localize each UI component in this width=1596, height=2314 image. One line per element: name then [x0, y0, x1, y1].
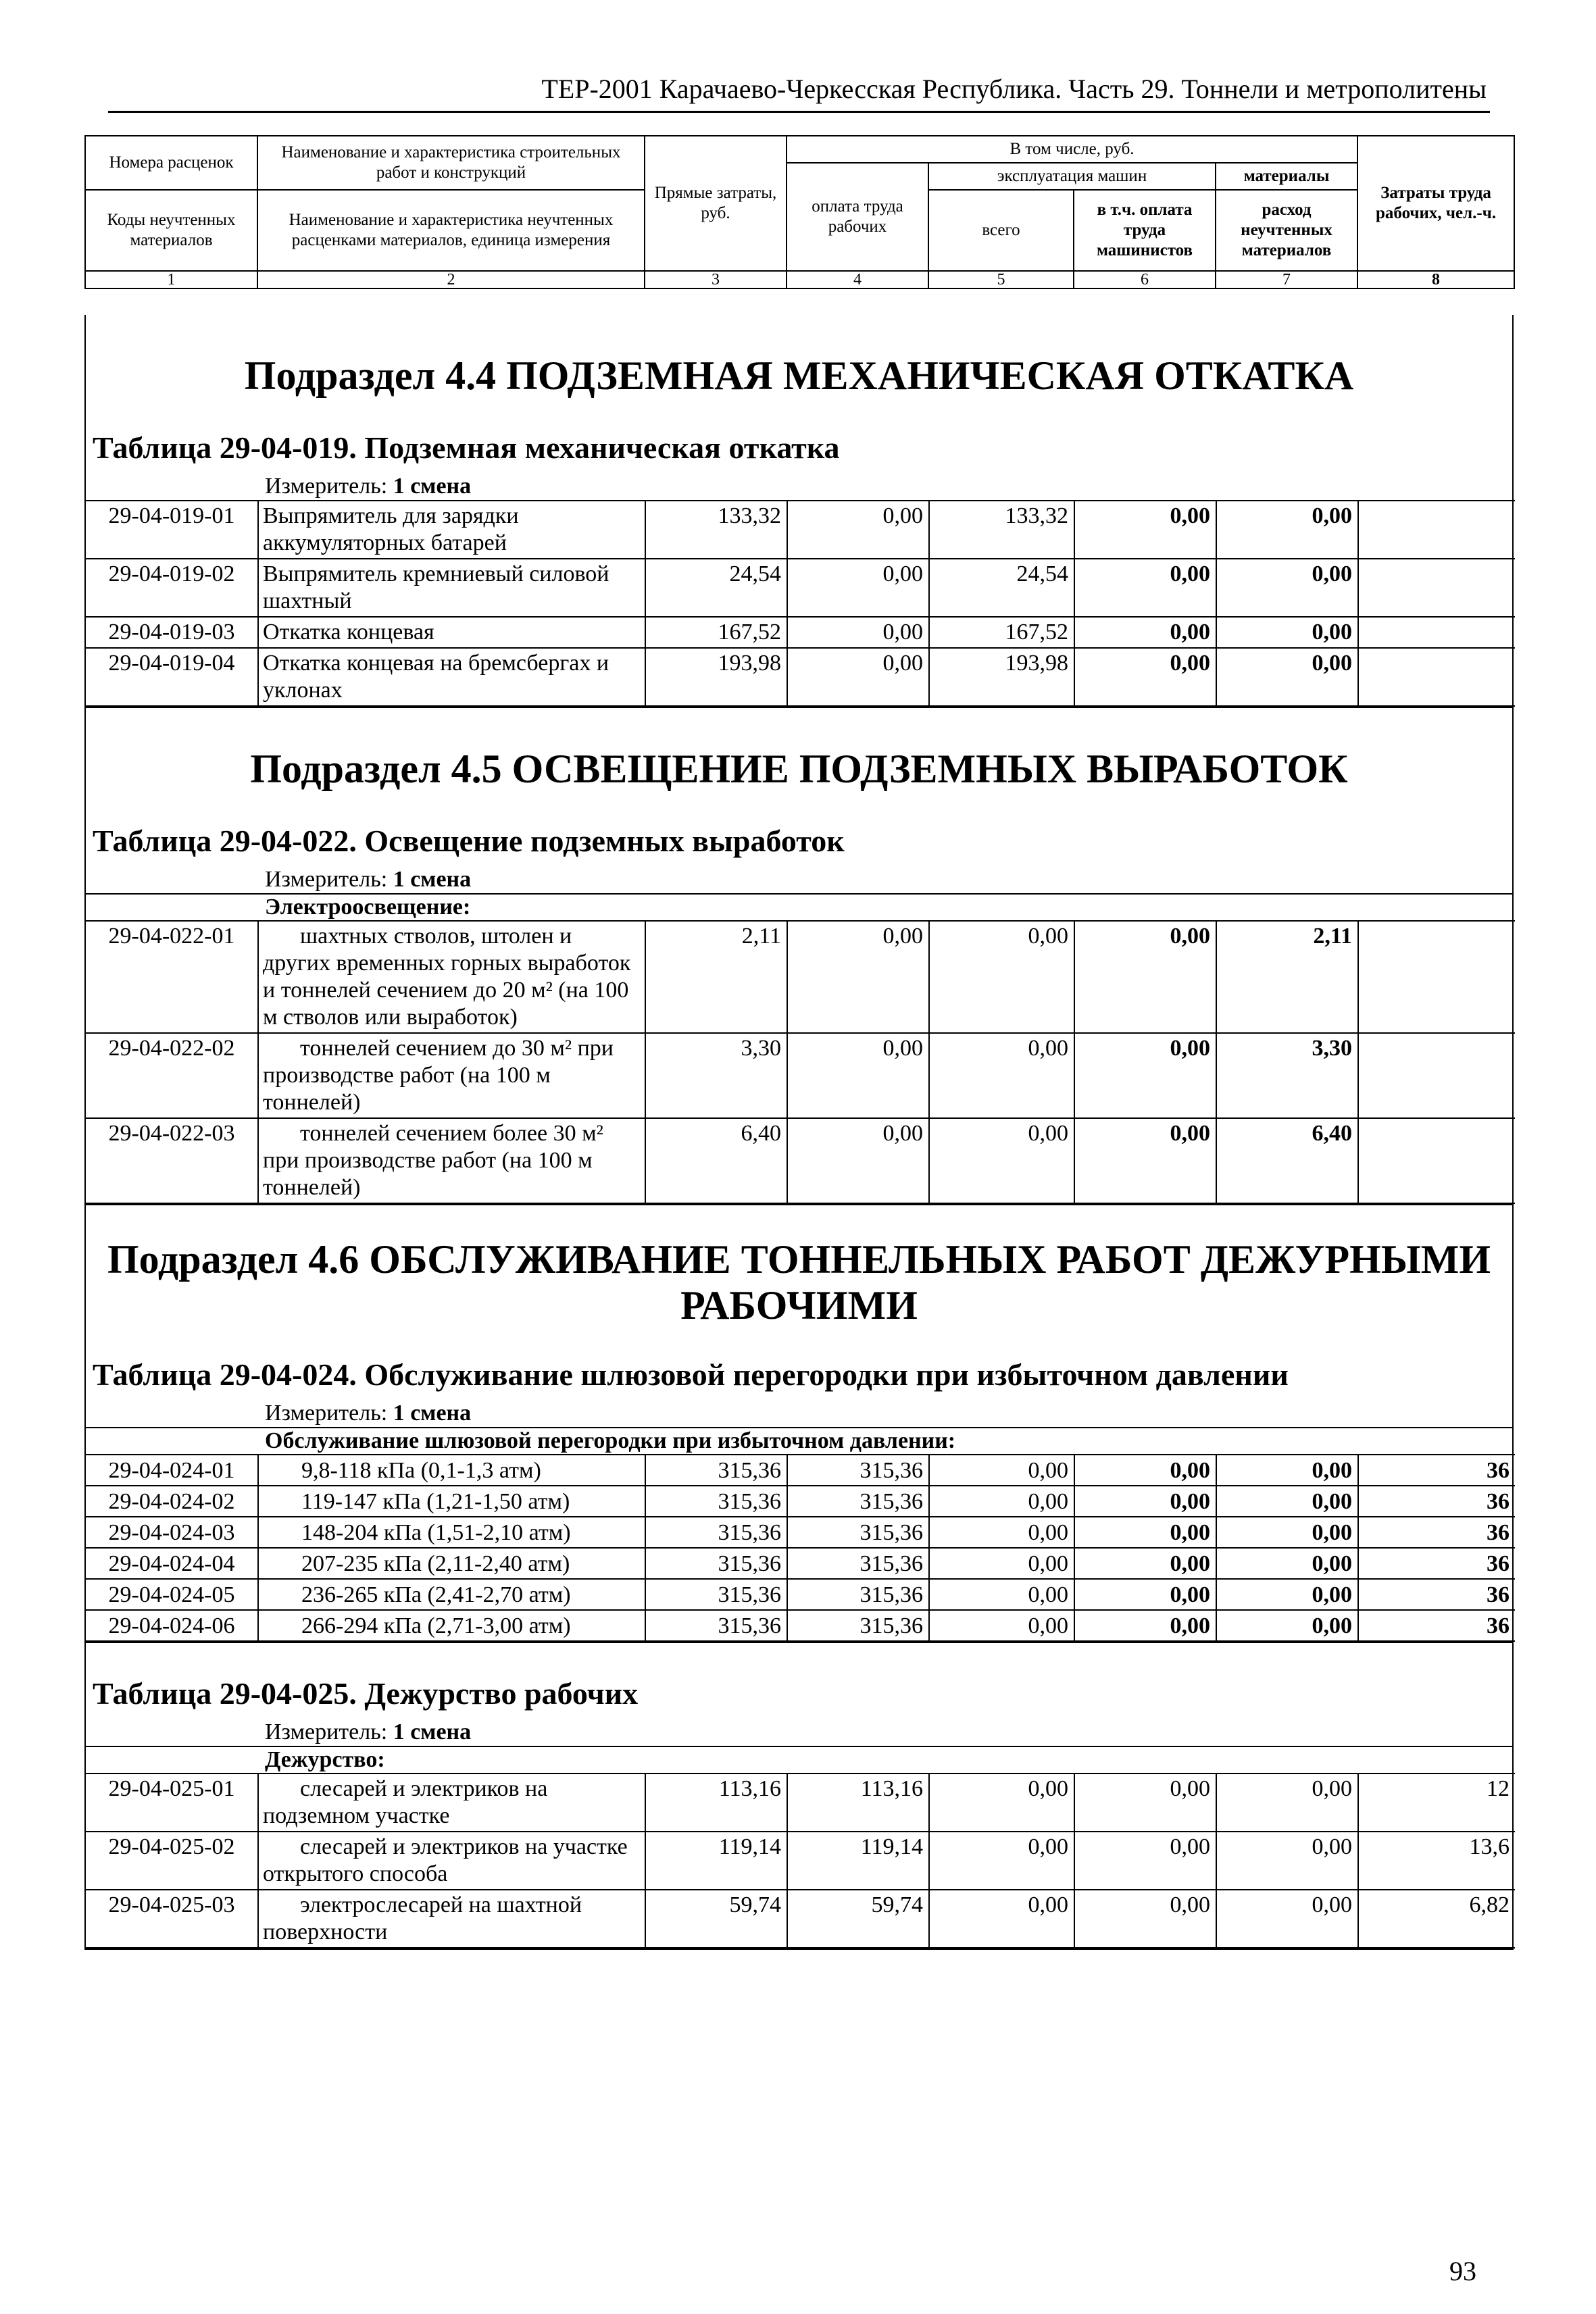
- table-title: Таблица 29-04-024. Обслуживание шлюзовой перегородки при избыточном давлении: [93, 1357, 1289, 1392]
- table-row: [86, 1832, 1515, 1890]
- group-heading: Электроосвещение:: [86, 893, 1512, 920]
- wages: 0,00: [787, 1118, 929, 1203]
- table-row: [86, 921, 1515, 1033]
- wages: 113,16: [787, 1774, 929, 1832]
- direct-costs: 315,36: [645, 1610, 787, 1641]
- col-number: 3: [645, 271, 787, 288]
- table-row: [86, 1774, 1515, 1832]
- labor-costs: [1358, 1118, 1515, 1203]
- col-number: 2: [257, 271, 645, 288]
- wages: 0,00: [787, 921, 929, 1033]
- materials: 0,00: [1216, 1774, 1358, 1832]
- table-row: [86, 1890, 1515, 1948]
- machines-total: 0,00: [929, 1033, 1074, 1118]
- machines-total: 0,00: [929, 1610, 1074, 1641]
- direct-costs: 167,52: [645, 617, 787, 648]
- table-row: [86, 1033, 1515, 1118]
- machines-total: 133,32: [929, 501, 1074, 559]
- subsection-title: Подраздел 4.6 ОБСЛУЖИВАНИЕ ТОННЕЛЬНЫХ РАБОТ ДЕЖУРНЫМИ РАБОЧИМИ: [86, 1204, 1512, 1349]
- labor-costs: 36: [1358, 1455, 1515, 1486]
- hdr-rate-numbers: Номера расценок: [85, 136, 257, 190]
- table-row: [86, 1579, 1515, 1610]
- materials: 0,00: [1216, 1832, 1358, 1890]
- measure-value: 1 смена: [393, 867, 472, 892]
- main-content: [84, 315, 1514, 1950]
- materials: 2,11: [1216, 921, 1358, 1033]
- labor-costs: 36: [1358, 1579, 1515, 1610]
- measure-value: 1 смена: [393, 1719, 472, 1744]
- hdr-machines: эксплуатация машин: [928, 163, 1216, 190]
- machines-total: 0,00: [929, 1118, 1074, 1203]
- materials: 0,00: [1216, 648, 1358, 706]
- table-title: Таблица 29-04-022. Освещение подземных выработок: [93, 824, 845, 858]
- rate-code: 29-04-022-02: [86, 1033, 258, 1118]
- materials: 0,00: [1216, 1486, 1358, 1517]
- table-row: [86, 1610, 1515, 1641]
- col-number: 6: [1074, 271, 1216, 288]
- col-number: 4: [787, 271, 928, 288]
- materials: 0,00: [1216, 1610, 1358, 1641]
- work-name: 148-204 кПа (1,51-2,10 атм): [258, 1517, 645, 1548]
- hdr-wages: оплата труда рабочих: [787, 163, 928, 271]
- rate-code: 29-04-024-05: [86, 1579, 258, 1610]
- page-header: ТЕР-2001 Карачаево-Черкесская Республика. Часть 29. Тоннели и метрополитены: [541, 74, 1487, 104]
- work-name: слесарей и электриков на участке открытого способа: [258, 1832, 645, 1890]
- wages: 0,00: [787, 501, 929, 559]
- rate-code: 29-04-022-01: [86, 921, 258, 1033]
- col-number: 7: [1216, 271, 1357, 288]
- labor-costs: [1358, 617, 1515, 648]
- materials: 0,00: [1216, 1455, 1358, 1486]
- machinist-wages: 0,00: [1074, 1455, 1216, 1486]
- rate-code: 29-04-025-02: [86, 1832, 258, 1890]
- table-row: [86, 1455, 1515, 1486]
- machines-total: 0,00: [929, 1548, 1074, 1579]
- work-name: 236-265 кПа (2,41-2,70 атм): [258, 1579, 645, 1610]
- machines-total: 193,98: [929, 648, 1074, 706]
- hdr-material-consumption: расход неучтенных материалов: [1216, 190, 1357, 271]
- materials: 0,00: [1216, 1548, 1358, 1579]
- rate-code: 29-04-025-01: [86, 1774, 258, 1832]
- rate-code: 29-04-024-02: [86, 1486, 258, 1517]
- subsection-title: Подраздел 4.5 ОСВЕЩЕНИЕ ПОДЗЕМНЫХ ВЫРАБОТОК: [86, 707, 1512, 815]
- machines-total: 0,00: [929, 1890, 1074, 1948]
- work-name: тоннелей сечением до 30 м² при производстве работ (на 100 м тоннелей): [258, 1033, 645, 1118]
- direct-costs: 133,32: [645, 501, 787, 559]
- table-row: [86, 648, 1515, 706]
- labor-costs: 12: [1358, 1774, 1515, 1832]
- table-row: [86, 1486, 1515, 1517]
- rates-table: [86, 920, 1515, 1204]
- rates-table: [86, 500, 1515, 707]
- hdr-material-name: Наименование и характеристика неучтенных расценками материалов, единица измерения: [257, 190, 645, 271]
- hdr-machinist-wages: в т.ч. оплата труда машинистов: [1074, 190, 1216, 271]
- work-name: Выпрямитель кремниевый силовой шахтный: [258, 559, 645, 617]
- column-header-table: [84, 135, 1515, 289]
- machinist-wages: 0,00: [1074, 1579, 1216, 1610]
- work-name: 9,8-118 кПа (0,1-1,3 атм): [258, 1455, 645, 1486]
- machinist-wages: 0,00: [1074, 1610, 1216, 1641]
- machinist-wages: 0,00: [1074, 1486, 1216, 1517]
- wages: 0,00: [787, 559, 929, 617]
- labor-costs: [1358, 921, 1515, 1033]
- labor-costs: 36: [1358, 1548, 1515, 1579]
- machinist-wages: 0,00: [1074, 1033, 1216, 1118]
- col-number: 8: [1357, 271, 1514, 288]
- materials: 6,40: [1216, 1118, 1358, 1203]
- col-number: 1: [85, 271, 257, 288]
- labor-costs: 36: [1358, 1610, 1515, 1641]
- measure-line: [86, 866, 1512, 893]
- work-name: электрослесарей на шахтной поверхности: [258, 1890, 645, 1948]
- materials: 3,30: [1216, 1033, 1358, 1118]
- labor-costs: 36: [1358, 1517, 1515, 1548]
- work-name: слесарей и электриков на подземном участке: [258, 1774, 645, 1832]
- machines-total: 0,00: [929, 1517, 1074, 1548]
- direct-costs: 315,36: [645, 1579, 787, 1610]
- machinist-wages: 0,00: [1074, 559, 1216, 617]
- machinist-wages: 0,00: [1074, 1832, 1216, 1890]
- labor-costs: 6,82: [1358, 1890, 1515, 1948]
- col-number: 5: [928, 271, 1074, 288]
- measure-value: 1 смена: [393, 1401, 472, 1426]
- machines-total: 167,52: [929, 617, 1074, 648]
- rate-code: 29-04-024-06: [86, 1610, 258, 1641]
- direct-costs: 315,36: [645, 1548, 787, 1579]
- labor-costs: [1358, 1033, 1515, 1118]
- machines-total: 0,00: [929, 1774, 1074, 1832]
- wages: 315,36: [787, 1517, 929, 1548]
- machinist-wages: 0,00: [1074, 1548, 1216, 1579]
- direct-costs: 6,40: [645, 1118, 787, 1203]
- rates-table: [86, 1773, 1515, 1948]
- rate-code: 29-04-019-02: [86, 559, 258, 617]
- labor-costs: [1358, 501, 1515, 559]
- rate-code: 29-04-024-03: [86, 1517, 258, 1548]
- measure-value: 1 смена: [393, 474, 472, 499]
- machinist-wages: 0,00: [1074, 1774, 1216, 1832]
- work-name: 266-294 кПа (2,71-3,00 атм): [258, 1610, 645, 1641]
- column-numbers-row: [85, 271, 1514, 288]
- measure-label: Измеритель:: [265, 474, 388, 499]
- machinist-wages: 0,00: [1074, 617, 1216, 648]
- machines-total: 0,00: [929, 1579, 1074, 1610]
- materials: 0,00: [1216, 617, 1358, 648]
- subsection-title: Подраздел 4.4 ПОДЗЕМНАЯ МЕХАНИЧЕСКАЯ ОТКАТКА: [244, 353, 1354, 398]
- wages: 315,36: [787, 1486, 929, 1517]
- work-name: 119-147 кПа (1,21-1,50 атм): [258, 1486, 645, 1517]
- rates-table: [86, 1454, 1515, 1642]
- hdr-work-name: Наименование и характеристика строительных работ и конструкций: [257, 136, 645, 190]
- table-title: Таблица 29-04-019. Подземная механическая откатка: [93, 430, 840, 465]
- direct-costs: 24,54: [645, 559, 787, 617]
- rate-code: 29-04-025-03: [86, 1890, 258, 1948]
- machinist-wages: 0,00: [1074, 1517, 1216, 1548]
- machines-total: 0,00: [929, 1455, 1074, 1486]
- hdr-materials: материалы: [1216, 163, 1357, 190]
- page-number: 93: [1449, 2256, 1476, 2286]
- table-row: [86, 559, 1515, 617]
- hdr-including: В том числе, руб.: [787, 136, 1357, 163]
- labor-costs: 36: [1358, 1486, 1515, 1517]
- table-title: Таблица 29-04-025. Дежурство рабочих: [93, 1676, 639, 1711]
- work-name: Откатка концевая на бремсбергах и уклонах: [258, 648, 645, 706]
- group-heading: Обслуживание шлюзовой перегородки при избыточном давлении:: [86, 1427, 1512, 1454]
- rate-code: 29-04-019-03: [86, 617, 258, 648]
- direct-costs: 113,16: [645, 1774, 787, 1832]
- wages: 0,00: [787, 1033, 929, 1118]
- measure-line: [86, 1719, 1512, 1746]
- measure-label: Измеритель:: [265, 867, 388, 892]
- table-row: [86, 501, 1515, 559]
- wages: 315,36: [787, 1579, 929, 1610]
- rate-code: 29-04-019-04: [86, 648, 258, 706]
- direct-costs: 119,14: [645, 1832, 787, 1890]
- wages: 119,14: [787, 1832, 929, 1890]
- machinist-wages: 0,00: [1074, 648, 1216, 706]
- direct-costs: 315,36: [645, 1455, 787, 1486]
- machines-total: 24,54: [929, 559, 1074, 617]
- direct-costs: 315,36: [645, 1517, 787, 1548]
- direct-costs: 315,36: [645, 1486, 787, 1517]
- direct-costs: 193,98: [645, 648, 787, 706]
- wages: 315,36: [787, 1548, 929, 1579]
- work-name: тоннелей сечением более 30 м² при производстве работ (на 100 м тоннелей): [258, 1118, 645, 1203]
- materials: 0,00: [1216, 559, 1358, 617]
- hdr-direct-costs: Прямые затраты, руб.: [645, 136, 787, 271]
- wages: 0,00: [787, 617, 929, 648]
- direct-costs: 3,30: [645, 1033, 787, 1118]
- measure-label: Измеритель:: [265, 1719, 388, 1744]
- materials: 0,00: [1216, 1517, 1358, 1548]
- hdr-material-codes: Коды неучтенных материалов: [85, 190, 257, 271]
- work-name: Откатка концевая: [258, 617, 645, 648]
- hdr-labor-costs: Затраты труда рабочих, чел.-ч.: [1357, 136, 1514, 271]
- machinist-wages: 0,00: [1074, 1890, 1216, 1948]
- machines-total: 0,00: [929, 921, 1074, 1033]
- work-name: Выпрямитель для зарядки аккумуляторных батарей: [258, 501, 645, 559]
- measure-line: [86, 1400, 1512, 1427]
- group-heading: Дежурство:: [86, 1746, 1512, 1773]
- table-row: [86, 1517, 1515, 1548]
- table-row: [86, 1548, 1515, 1579]
- wages: 315,36: [787, 1610, 929, 1641]
- direct-costs: 2,11: [645, 921, 787, 1033]
- wages: 59,74: [787, 1890, 929, 1948]
- machines-total: 0,00: [929, 1486, 1074, 1517]
- work-name: шахтных стволов, штолен и других временных горных выработок и тоннелей сечением до 20 м² (на 100 м стволов или выработок): [258, 921, 645, 1033]
- materials: 0,00: [1216, 501, 1358, 559]
- table-row: [86, 1118, 1515, 1203]
- hdr-machines-total: всего: [928, 190, 1074, 271]
- measure-line: [86, 473, 1512, 500]
- rate-code: 29-04-019-01: [86, 501, 258, 559]
- direct-costs: 59,74: [645, 1890, 787, 1948]
- rate-code: 29-04-022-03: [86, 1118, 258, 1203]
- rate-code: 29-04-024-04: [86, 1548, 258, 1579]
- labor-costs: [1358, 559, 1515, 617]
- header-rule: [108, 111, 1490, 113]
- table-row: [86, 617, 1515, 648]
- spacer: [86, 1642, 1512, 1667]
- machinist-wages: 0,00: [1074, 921, 1216, 1033]
- measure-label: Измеритель:: [265, 1401, 388, 1426]
- work-name: 207-235 кПа (2,11-2,40 атм): [258, 1548, 645, 1579]
- machinist-wages: 0,00: [1074, 1118, 1216, 1203]
- labor-costs: [1358, 648, 1515, 706]
- machinist-wages: 0,00: [1074, 501, 1216, 559]
- labor-costs: 13,6: [1358, 1832, 1515, 1890]
- wages: 315,36: [787, 1455, 929, 1486]
- materials: 0,00: [1216, 1579, 1358, 1610]
- materials: 0,00: [1216, 1890, 1358, 1948]
- rate-code: 29-04-024-01: [86, 1455, 258, 1486]
- machines-total: 0,00: [929, 1832, 1074, 1890]
- wages: 0,00: [787, 648, 929, 706]
